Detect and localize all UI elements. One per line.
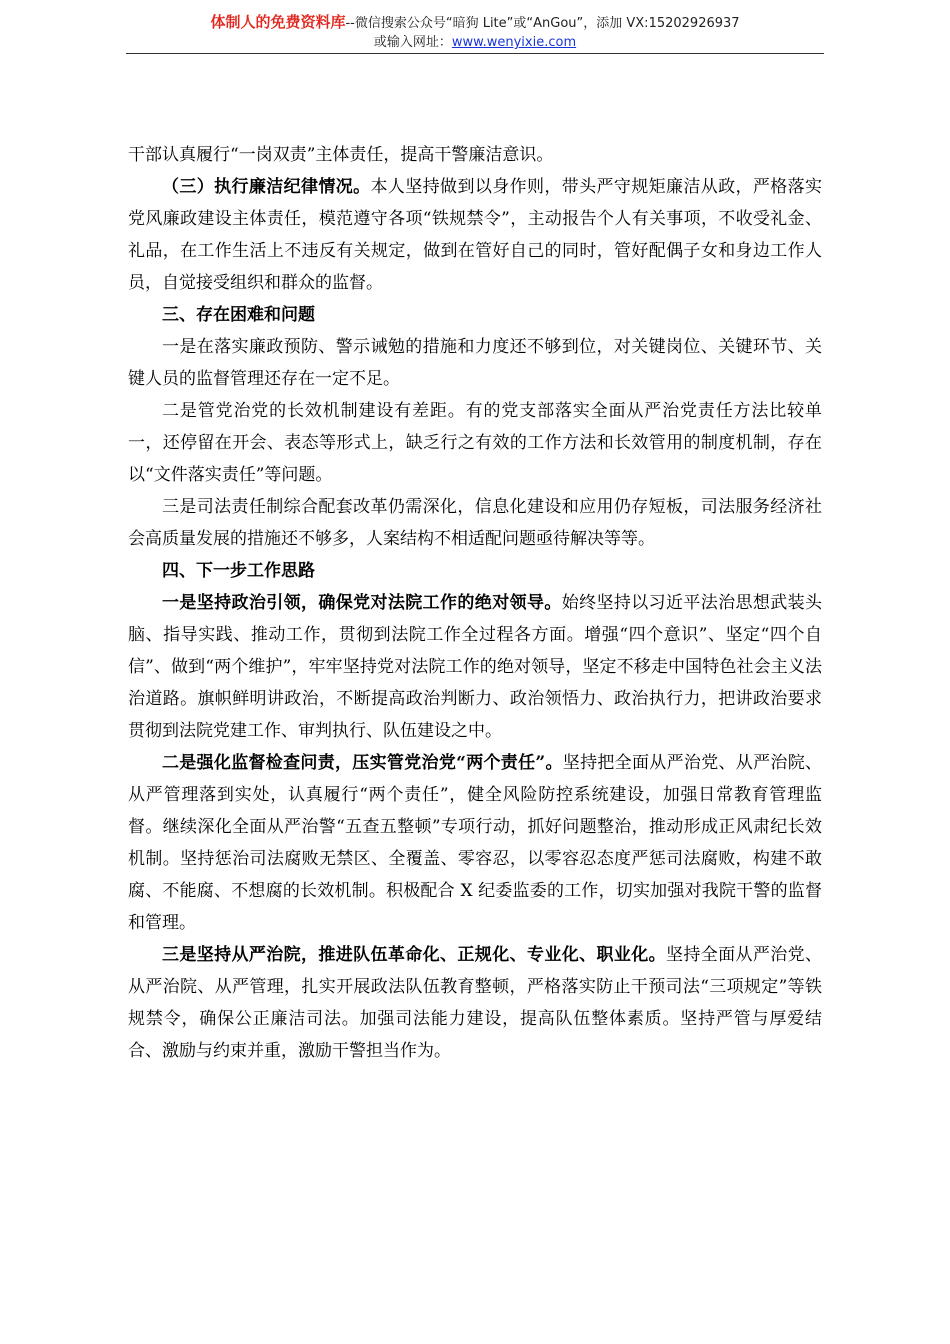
paragraph-step-1: [128, 587, 822, 747]
paragraph-text: 坚持全面从严治党、从严治院、从严管理，扎实开展政法队伍教育整顿，严格落实防止干预司法“三项规定”等铁规禁令，确保公正廉洁司法。加强司法能力建设，提高队伍整体素质。坚持严管与厚爱结合、激励与约束并重，激励干警担当作为。: [128, 945, 823, 1061]
paragraph-heading: （三）执行廉洁纪律情况。: [162, 177, 371, 197]
paragraph-problem-1: 一是在落实廉政预防、警示诫勉的措施和力度还不够到位，对关键岗位、关键环节、关键人员的监督管理还存在一定不足。: [128, 337, 822, 389]
section-heading-problems: 三、存在困难和问题: [162, 305, 315, 325]
paragraph-problem-3: 三是司法责任制综合配套改革仍需深化，信息化建设和应用仍存短板，司法服务经济社会高质量发展的措施还不够多，人案结构不相适配问题亟待解决等等。: [128, 497, 822, 549]
section-heading-next-steps: 四、下一步工作思路: [162, 561, 315, 581]
header-url-link[interactable]: www.wenyixie.com: [451, 35, 577, 50]
header-banner: [126, 12, 824, 34]
paragraph-heading: 二是强化监督检查问责，压实管党治党“两个责任”。: [162, 753, 563, 773]
paragraph-continuation: 干部认真履行“一岗双责”主体责任，提高干警廉洁意识。: [128, 145, 554, 165]
paragraph-problem-2: 二是管党治党的长效机制建设有差距。有的党支部落实全面从严治党责任方法比较单一，还停留在开会、表态等形式上，缺乏行之有效的工作方法和长效管用的制度机制，存在以“文件落实责任”等问题。: [128, 401, 822, 485]
header-divider: [126, 53, 824, 54]
page-header: [126, 12, 824, 52]
paragraph-text: 本人坚持做到以身作则，带头严守规矩廉洁从政，严格落实党风廉政建设主体责任，模范遵守各项“铁规禁令”，主动报告个人有关事项，不收受礼金、礼品，在工作生活上不违反有关规定，做到在管好自己的同时，管好配偶子女和身边工作人员，自觉接受组织和群众的监督。: [128, 177, 823, 293]
paragraph-heading: 三是坚持从严治院，推进队伍革命化、正规化、专业化、职业化。: [162, 945, 666, 965]
paragraph-step-3: [128, 939, 822, 1067]
paragraph-text: 坚持把全面从严治党、从严治院、从严管理落到实处，认真履行“两个责任”，健全风险防控系统建设，加强日常教育管理监督。继续深化全面从严治警“五查五整顿”专项行动，抓好问题整治，推动形成正风肃纪长效机制。坚持惩治司法腐败无禁区、全覆盖、零容忍，以零容忍态度严惩司法腐败，构建不敢腐、不能腐、不想腐的长效机制。积极配合 X 纪委监委的工作，切实加强对我院干警的监督和管理。: [128, 753, 822, 933]
paragraph-text: 始终坚持以习近平法治思想武装头脑、指导实践、推动工作，贯彻到法院工作全过程各方面。增强“四个意识”、坚定“四个自信”、做到“两个维护”，牢牢坚持党对法院工作的绝对领导，坚定不移走中国特色社会主义法治道路。旗帜鲜明讲政治，不断提高政治判断力、政治领悟力、政治执行力，把讲政治要求贯彻到法院党建工作、审判执行、队伍建设之中。: [128, 593, 822, 741]
header-contact: --微信搜索公众号“暗狗 Lite”或“AnGou”，添加 VX:15202926937: [345, 16, 740, 31]
paragraph-step-2: [128, 747, 822, 939]
paragraph-heading: 一是坚持政治引领，确保党对法院工作的绝对领导。: [162, 593, 562, 613]
document-body: [128, 139, 822, 1067]
header-brand: 体制人的免费资料库: [210, 13, 346, 31]
header-url-prefix: 或输入网址：: [373, 35, 452, 50]
paragraph-integrity-discipline: [128, 171, 822, 299]
header-url-line: [126, 34, 824, 52]
